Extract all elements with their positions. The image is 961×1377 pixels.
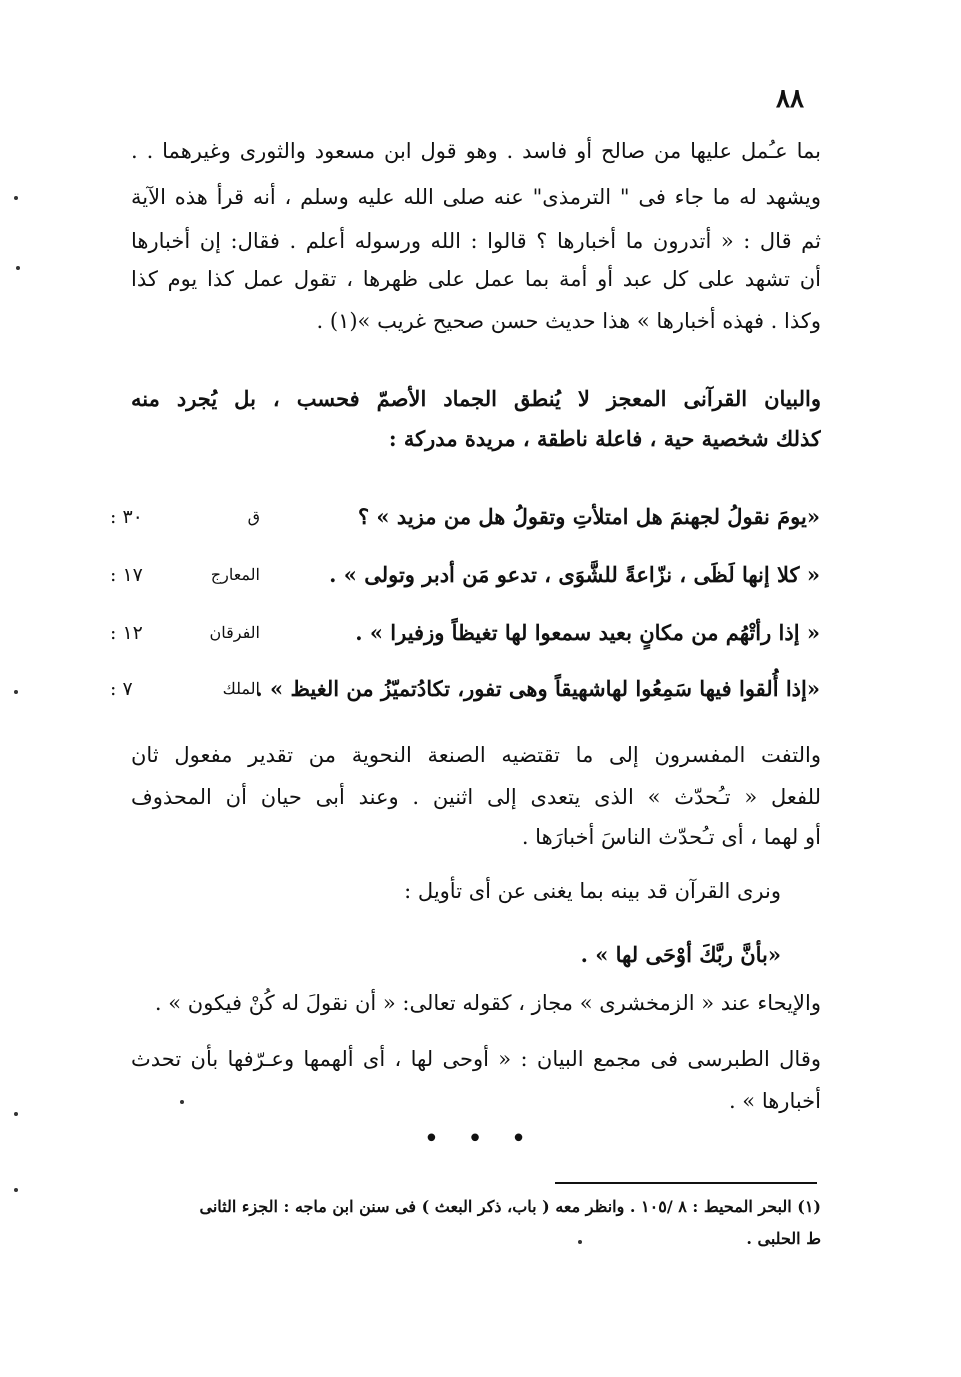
footnote-line: (١) البحر المحيط : ٨ /١٠٥ . وانظر معه ( باب، ذكر البعث ) فى سنن ابن ماجه : الجزء الثانى [199,1197,821,1216]
verse-text: «يومَ نقولُ لجهنمَ هل امتلأتِ وتقولُ هل من مزيد » ؟ [357,504,820,529]
quoted-verse: «بأنَّ ربَّكَ أوْحَى لها » . [580,942,781,967]
section-separator: • • • [423,1124,537,1154]
paragraph-line: والتفت المفسرون إلى ما تقتضيه الصنعة النحوية من تقدير مفعول ثان [131,743,821,767]
paragraph-line: والإيحاء عند « الزمخشرى » مجاز ، كقوله تعالى: « أن نقولَ له كُنْ فيكون » . [154,991,821,1015]
bold-paragraph-line: كذلك شخصية حية ، فاعلة ناطقة ، مريدة مدركة : [388,426,821,451]
surah-name: الفرقان [209,623,260,642]
scan-speck [16,266,20,270]
verse-row [100,672,820,706]
paragraph-line: ثم قال : « أتدرون ما أخبارها ؟ قالوا : الله ورسوله أعلم . فقال: إن أخبارها [131,229,821,253]
bold-paragraph-line: والبيان القرآنى المعجز لا يُنطق الجماد الأصمّ فحسب ، بل يُجرد منه [131,386,821,411]
surah-name: ق [247,507,260,526]
verse-row [100,616,820,650]
verse-number: ٣٠ : [110,506,143,528]
paragraph-line: للفعل « تـُحدّث » الذى يتعدى إلى اثنين . وعند أبى حيان أن المحذوف [131,785,821,809]
paragraph-line: أن تشهد على كل عبد أو أمة بما عمل على ظهرها ، تقول عمل كذا يوم كذا [131,267,821,291]
paragraph-line: أخبارها » . [728,1089,821,1113]
paragraph-line: وكذا . فهذه أخبارها » هذا حديث حسن صحيح غريب »(١) . [316,309,821,333]
verse-number: ١٧ : [110,564,143,586]
verse-text: « كلا إنها لَظَى ، نزّاعةً للشَّوَى ، تدعو مَن أدبر وتولى » . [329,562,820,587]
paragraph-line: وقال الطبرسى فى مجمع البيان : « أوحى لها ، أى ألهمها وعـرّفها بأن تحدث [131,1047,821,1071]
paragraph-line: ونرى القرآن قد بينه بما يغنى عن أى تأويل : [404,879,781,903]
footnote-rule [555,1182,817,1184]
scan-speck [578,1240,582,1244]
verse-number: ٧ : [110,678,133,700]
scan-speck [180,1100,184,1104]
scan-speck [14,690,18,694]
page-number: ٨٨ [776,84,804,114]
verse-number: ١٢ : [110,622,143,644]
paragraph-line: ويشهد له ما جاء فى " الترمذى" عنه صلى الله عليه وسلم ، أنه قرأ هذه الآية [131,185,821,209]
verse-text: «إذا أُلقوا فيها سَمِعُوا لهاشهيقاً وهى تفور، تكادُتميّزُ من الغيظ » . [255,676,820,701]
paragraph-line: بما عـُمل عليها من صالح أو فاسد . وهو قول ابن مسعود والثورى وغيرهما . . [131,139,821,163]
scan-speck [14,196,18,200]
scan-speck [14,1112,18,1116]
verse-row [100,500,820,534]
scan-speck [14,1188,18,1192]
paragraph-line: أو لهما ، أى تـُحدّث الناسَ أخبارَها . [521,825,821,849]
footnote-line: ط الحلبى . [746,1229,821,1248]
surah-name: الملك [222,679,260,698]
verse-row [100,558,820,592]
verse-text: « إذا رأتْهُم من مكانٍ بعيد سمعوا لها تغيظاً وزفيرا » . [355,620,820,645]
surah-name: المعارج [210,565,260,584]
